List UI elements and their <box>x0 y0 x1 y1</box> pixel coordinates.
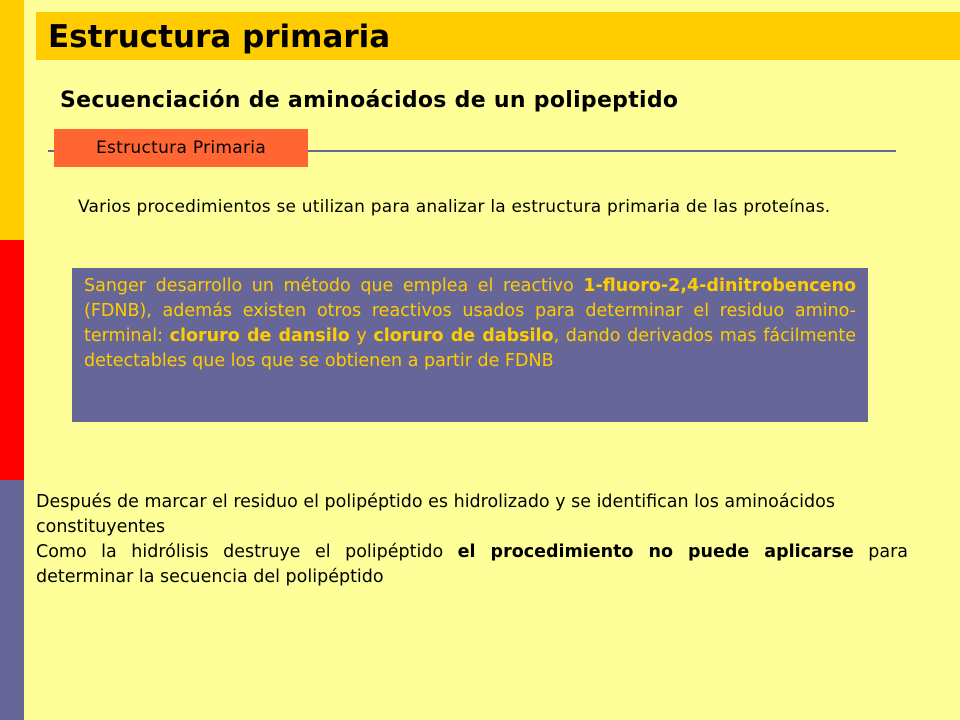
slide-subtitle: Secuenciación de aminoácidos de un polipeptido <box>60 88 679 113</box>
limitation-paragraph <box>36 540 908 590</box>
box-text-4: , dando derivados mas fácilmente detectables que los que se obtienen a partir de FDNB <box>84 326 857 371</box>
sanger-info-box <box>72 268 868 422</box>
box-text-2: (FDNB), además existen otros reactivos usados para determinar el residuo amino-terminal: <box>84 301 856 346</box>
intro-paragraph: Varios procedimientos se utilizan para analizar la estructura primaria de las proteínas. <box>78 197 831 217</box>
limitation-emphasis: el procedimiento no puede aplicarse <box>457 542 854 562</box>
slide-title: Estructura primaria <box>48 19 391 55</box>
limitation-text-1: Como la hidrólisis destruye el polipéptido <box>36 542 458 562</box>
hydrolysis-paragraph: Después de marcar el residuo el polipéptido es hidrolizado y se identifican los aminoácidos constituyentes <box>36 492 835 537</box>
side-bar-red <box>0 240 24 480</box>
box-text-1: Sanger desarrollo un método que emplea el reactivo <box>84 276 584 296</box>
section-tag: Estructura Primaria <box>54 129 308 167</box>
limitation-text-2: para determinar la secuencia del polipéptido <box>36 542 908 587</box>
reagent-dansyl: cloruro de dansilo <box>169 326 350 346</box>
box-text-3: y <box>349 326 374 346</box>
side-bar-blue <box>0 480 24 720</box>
reagent-dabsyl: cloruro de dabsilo <box>373 326 554 346</box>
side-bar-yellow <box>0 0 24 240</box>
sanger-paragraph <box>84 274 856 374</box>
reagent-fdnb: 1-fluoro-2,4-dinitrobenceno <box>583 276 856 296</box>
bottom-text-block <box>36 490 908 590</box>
